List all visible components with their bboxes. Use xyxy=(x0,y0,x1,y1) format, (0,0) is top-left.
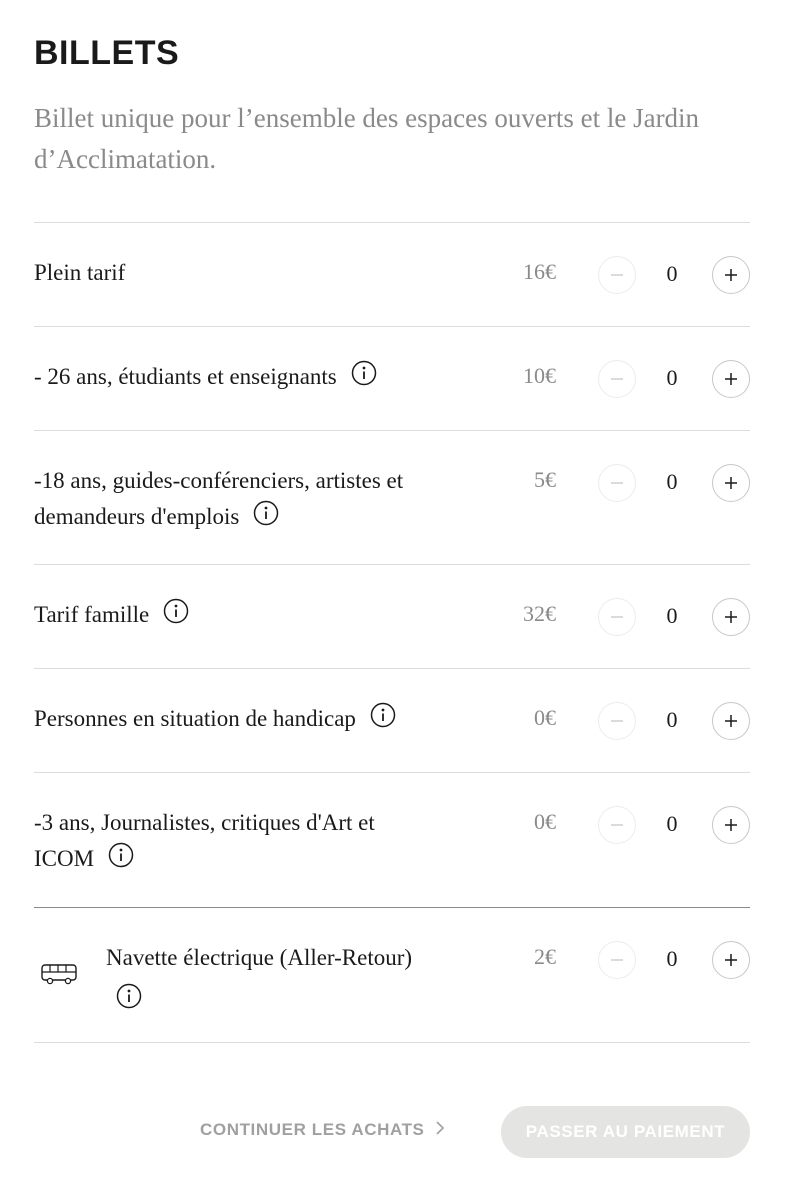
decrement-button[interactable] xyxy=(598,806,636,844)
increment-button[interactable] xyxy=(712,806,750,844)
bus-icon xyxy=(40,962,78,993)
plus-icon xyxy=(723,952,739,968)
ticket-label: -3 ans, Journalistes, critiques d'Art et ICOM xyxy=(34,805,434,879)
shuttle-quantity: 0 xyxy=(666,946,678,971)
ticket-row-moins-18 xyxy=(34,430,750,565)
minus-icon xyxy=(609,817,625,833)
ticket-row-famille xyxy=(34,564,750,669)
plus-icon xyxy=(723,371,739,387)
shuttle-label: Navette électrique (Aller-Retour) xyxy=(106,940,466,1020)
minus-icon xyxy=(609,952,625,968)
ticket-price: 10€ xyxy=(523,363,556,388)
divider xyxy=(34,1042,750,1043)
ticket-quantity: 0 xyxy=(666,365,678,390)
ticket-quantity: 0 xyxy=(666,811,678,836)
decrement-button[interactable] xyxy=(598,941,636,979)
ticket-price: 0€ xyxy=(534,705,556,730)
increment-button[interactable] xyxy=(712,941,750,979)
minus-icon xyxy=(609,713,625,729)
minus-icon xyxy=(609,267,625,283)
ticket-price: 5€ xyxy=(534,467,556,492)
increment-button[interactable] xyxy=(712,702,750,740)
minus-icon xyxy=(609,475,625,491)
decrement-button[interactable] xyxy=(598,702,636,740)
ticket-row-handicap xyxy=(34,668,750,773)
increment-button[interactable] xyxy=(712,256,750,294)
increment-button[interactable] xyxy=(712,598,750,636)
continue-shopping-link[interactable]: CONTINUER LES ACHATS xyxy=(200,1120,445,1140)
ticket-label: Tarif famille xyxy=(34,597,189,635)
ticket-label: Plein tarif xyxy=(34,260,126,285)
ticket-label: -18 ans, guides-conférenciers, artistes et demandeurs d'emplois xyxy=(34,463,454,537)
decrement-button[interactable] xyxy=(598,360,636,398)
info-icon[interactable] xyxy=(351,360,377,397)
ticket-price: 16€ xyxy=(523,259,556,284)
info-icon[interactable] xyxy=(370,702,396,739)
increment-button[interactable] xyxy=(712,464,750,502)
section-title: BILLETS xyxy=(34,34,180,72)
ticket-row-plein-tarif xyxy=(34,222,750,327)
ticket-label: - 26 ans, étudiants et enseignants xyxy=(34,359,377,397)
plus-icon xyxy=(723,609,739,625)
decrement-button[interactable] xyxy=(598,256,636,294)
info-icon[interactable] xyxy=(116,983,142,1020)
minus-icon xyxy=(609,609,625,625)
section-subtitle: Billet unique pour l’ensemble des espaces ouverts et le Jardin d’Acclimatation. xyxy=(34,103,700,174)
increment-button[interactable] xyxy=(712,360,750,398)
info-icon[interactable] xyxy=(108,842,134,879)
ticket-price: 32€ xyxy=(523,601,556,626)
ticket-quantity: 0 xyxy=(666,261,678,286)
info-icon[interactable] xyxy=(163,598,189,635)
info-icon[interactable] xyxy=(253,500,279,537)
checkout-button[interactable]: PASSER AU PAIEMENT xyxy=(501,1106,750,1158)
plus-icon xyxy=(723,817,739,833)
decrement-button[interactable] xyxy=(598,598,636,636)
plus-icon xyxy=(723,475,739,491)
plus-icon xyxy=(723,713,739,729)
plus-icon xyxy=(723,267,739,283)
decrement-button[interactable] xyxy=(598,464,636,502)
ticket-row-moins-26 xyxy=(34,326,750,431)
ticket-quantity: 0 xyxy=(666,469,678,494)
minus-icon xyxy=(609,371,625,387)
ticket-price: 0€ xyxy=(534,809,556,834)
ticket-quantity: 0 xyxy=(666,603,678,628)
ticket-row-moins-3 xyxy=(34,772,750,907)
shuttle-price: 2€ xyxy=(534,944,556,969)
ticket-quantity: 0 xyxy=(666,707,678,732)
chevron-right-icon xyxy=(435,1120,445,1140)
ticket-label: Personnes en situation de handicap xyxy=(34,701,396,739)
shuttle-row xyxy=(34,907,750,1042)
